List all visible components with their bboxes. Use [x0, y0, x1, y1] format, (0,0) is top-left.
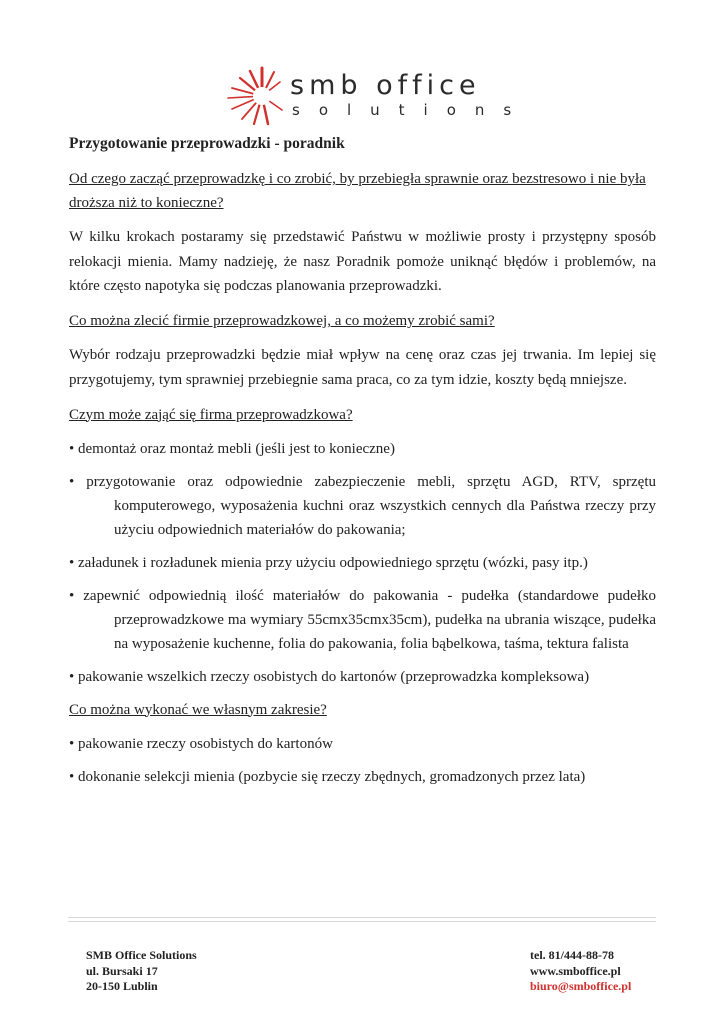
footer-phone: tel. 81/444-88-78 [530, 948, 614, 962]
list-item: • demontaż oraz montaż mebli (jeśli jest to konieczne) [69, 440, 395, 457]
question-heading: Co można wykonać we własnym zakresie? [69, 701, 327, 718]
footer-address [86, 948, 197, 995]
logo-tagline: solutions [292, 101, 531, 119]
footer-street: ul. Bursaki 17 [86, 963, 158, 978]
list-item: • załadunek i rozładunek mienia przy użyciu odpowiedniego sprzętu (wózki, pasy itp.) [69, 554, 588, 571]
footer-website-link[interactable]: www.smboffice.pl [530, 963, 621, 978]
page-title: Przygotowanie przeprowadzki - poradnik [69, 135, 345, 152]
paragraph: Wybór rodzaju przeprowadzki będzie miał wpływ na cenę oraz czas jej trwania. Im lepiej się przygotujemy, tym sprawniej przebiegnie sama praca, co za tym idzie, koszty będą mniejsze. [69, 347, 656, 388]
footer-contact [530, 948, 631, 995]
paragraph: W kilku krokach postaramy się przedstawić Państwu w możliwie prosty i przystępny sposób relokacji mienia. Mamy nadzieję, że nasz Poradnik pomoże uniknąć błędów i problemów, na które często napotyka się podczas planowania przeprowadzki. [69, 229, 656, 295]
footer-company: SMB Office Solutions [86, 948, 197, 962]
list-item: • przygotowanie oraz odpowiednie zabezpieczenie mebli, sprzętu AGD, RTV, sprzętu komputerowego, wyposażenia kuchni oraz wszystkich cennych dla Państwa rzeczy przy użyciu odpowiednich materiałów do pakowania; [69, 473, 656, 538]
starburst-icon [222, 64, 288, 128]
logo-wordmark: smb office [290, 70, 481, 101]
footer-divider [68, 917, 656, 922]
list-item: • pakowanie rzeczy osobistych do kartonów [69, 735, 333, 752]
footer-city: 20-150 Lublin [86, 979, 158, 993]
company-logo [222, 64, 531, 128]
question-heading: Czym może zająć się firma przeprowadzkowa? [69, 406, 353, 423]
footer-email-link[interactable]: biuro@smboffice.pl [530, 979, 632, 993]
question-heading: Od czego zacząć przeprowadzkę i co zrobić, by przebiegła sprawnie oraz bezstresowo i nie była droższa niż to konieczne? [69, 171, 646, 211]
document-body [69, 134, 656, 798]
list-item: • zapewnić odpowiednią ilość materiałów do pakowania - pudełka (standardowe pudełko przeprowadzkowe ma wymiary 55cmx35cmx35cm), pudełka na ubrania wiszące, pudełka na wyposażenie kuchenne, folia do pakowania, folia bąbelkowa, taśma, tektura falista [69, 587, 656, 652]
list-item: • dokonanie selekcji mienia (pozbycie się rzeczy zbędnych, gromadzonych przez lata) [69, 768, 586, 785]
list-item: • pakowanie wszelkich rzeczy osobistych do kartonów (przeprowadzka kompleksowa) [69, 668, 590, 685]
question-heading: Co można zlecić firmie przeprowadzkowej, a co możemy zrobić sami? [69, 313, 495, 330]
